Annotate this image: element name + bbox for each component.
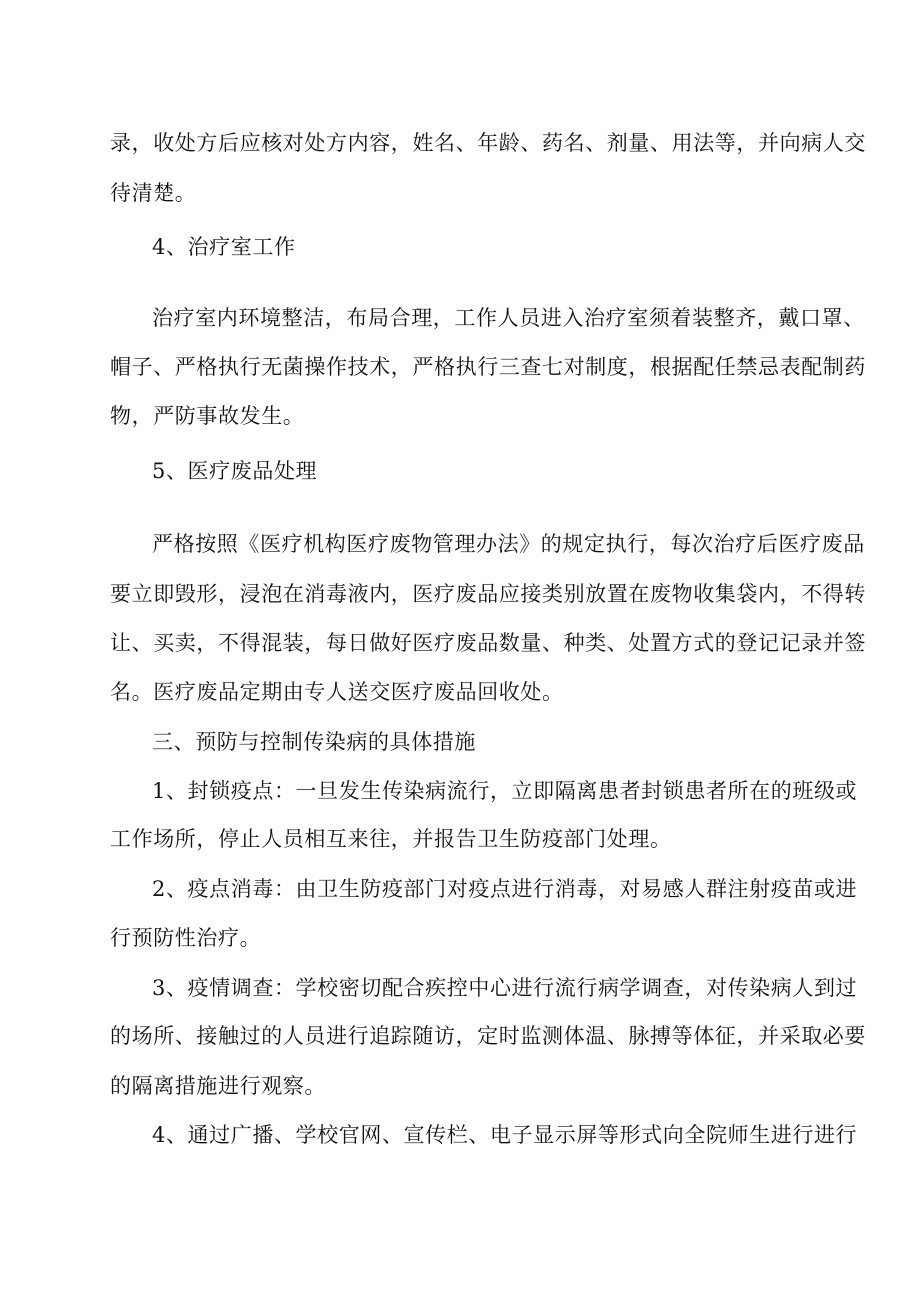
text-line-treatment-room-2: 帽子、严格执行无菌操作技术，严格执行三查七对制度，根据配任禁忌表配制药	[110, 355, 866, 379]
text-line-measure-2b: 行预防性治疗。	[110, 926, 262, 950]
text-line-measure-3c: 的隔离措施进行观察。	[110, 1074, 326, 1098]
text-line-measure-2a: 2、疫点消毒：由卫生防疫部门对疫点进行消毒，对易感人群注射疫苗或进	[152, 877, 858, 901]
text-line-measure-3b: 的场所、接触过的人员进行追踪随访，定时监测体温、脉搏等体征，并采取必要	[110, 1024, 866, 1048]
heading-medical-waste: 5、医疗废品处理	[152, 459, 318, 483]
heading-treatment-room: 4、治疗室工作	[152, 235, 296, 259]
text-line-medical-waste-2: 要立即毁形，浸泡在消毒液内，医疗废品应接类别放置在废物收集袋内，不得转	[110, 582, 866, 606]
text-line-measure-1b: 工作场所，停止人员相互来往，并报告卫生防疫部门处理。	[110, 827, 672, 851]
text-line-medical-waste-1: 严格按照《医疗机构医疗废物管理办法》的规定执行，每次治疗后医疗废品	[152, 532, 865, 556]
text-line-treatment-room-1: 治疗室内环境整洁，布局合理，工作人员进入治疗室须着装整齐，戴口罩、	[152, 306, 865, 330]
heading-prevention-control: 三、预防与控制传染病的具体措施	[152, 730, 476, 754]
text-line-explain-clearly: 待清楚。	[110, 181, 197, 205]
text-line-treatment-room-3: 物，严防事故发生。	[110, 404, 305, 428]
text-line-record-continuation: 录，收处方后应核对处方内容，姓名、年龄、药名、剂量、用法等，并向病人交	[110, 131, 866, 155]
text-line-measure-4a: 4、通过广播、学校官网、宣传栏、电子显示屏等形式向全院师生进行进行	[152, 1123, 858, 1147]
text-line-medical-waste-4: 名。医疗废品定期由专人送交医疗废品回收处。	[110, 680, 564, 704]
text-line-medical-waste-3: 让、买卖，不得混装，每日做好医疗废品数量、种类、处置方式的登记记录并签	[110, 631, 866, 655]
text-line-measure-1a: 1、封锁疫点：一旦发生传染病流行，立即隔离患者封锁患者所在的班级或	[152, 779, 858, 803]
text-line-measure-3a: 3、疫情调查：学校密切配合疾控中心进行流行病学调查，对传染病人到过	[152, 976, 858, 1000]
